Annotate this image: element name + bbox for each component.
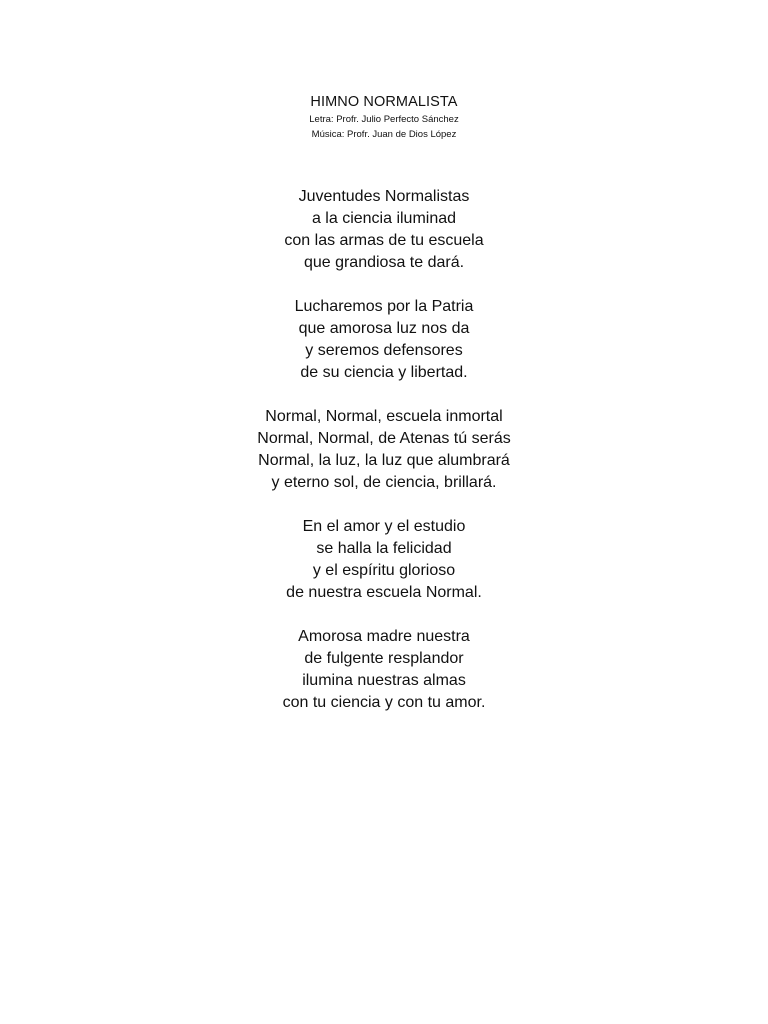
lyric-line: de fulgente resplandor [304, 650, 464, 667]
stanza-3 [0, 516, 768, 604]
stanza-1 [0, 186, 768, 274]
lyric-line: y el espíritu glorioso [312, 562, 456, 579]
lyric-line: de nuestra escuela Normal. [286, 584, 482, 601]
lyric-line: Lucharemos por la Patria [294, 298, 474, 315]
lyric-line: ilumina nuestras almas [302, 672, 466, 689]
lyric-line: En el amor y el estudio [302, 518, 466, 535]
document-header [0, 93, 768, 142]
lyric-line: y seremos defensores [305, 342, 463, 359]
stanza-chorus [0, 406, 768, 494]
lyric-line: Normal, Normal, escuela inmortal [265, 408, 503, 425]
hymn-title: HIMNO NORMALISTA [310, 94, 458, 110]
lyric-line: con tu ciencia y con tu amor. [282, 694, 486, 711]
lyric-line: Juventudes Normalistas [298, 188, 470, 205]
lyric-line: Amorosa madre nuestra [298, 628, 470, 645]
lyric-line: se halla la felicidad [316, 540, 452, 557]
lyrics-credit: Letra: Profr. Julio Perfecto Sánchez [309, 114, 459, 125]
lyric-line: a la ciencia iluminad [311, 210, 457, 227]
lyric-line: con las armas de tu escuela [284, 232, 484, 249]
stanza-2 [0, 296, 768, 384]
lyric-line: y eterno sol, de ciencia, brillará. [271, 474, 497, 491]
lyric-line: Normal, Normal, de Atenas tú serás [257, 430, 511, 447]
lyrics-body [0, 186, 768, 736]
lyric-line: que grandiosa te dará. [303, 254, 465, 271]
stanza-4 [0, 626, 768, 714]
lyric-line: Normal, la luz, la luz que alumbrará [258, 452, 510, 469]
lyric-line: que amorosa luz nos da [298, 320, 470, 337]
lyric-line: de su ciencia y libertad. [300, 364, 468, 381]
music-credit: Música: Profr. Juan de Dios López [311, 129, 457, 140]
